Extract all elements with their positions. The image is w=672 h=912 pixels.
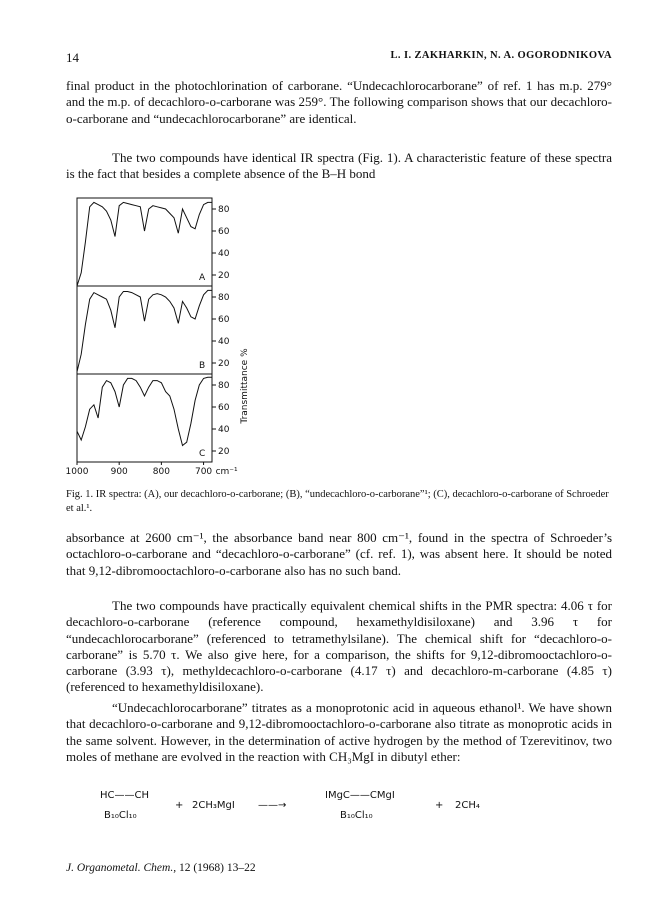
y-tick-label: 60 — [218, 315, 230, 325]
page-number: 14 — [66, 50, 79, 65]
paragraph-5: “Undecachlorocarborane” titrates as a monoprotonic acid in aqueous ethanol¹. We have shown that decachloro-o-carborane and 9,12-dibromooctachloro-o-carborane also titrate as monoprotic acids in the same solvent. However, in the determination of active hydrogen by the method of Tzerevitinov, two moles of methane are evolved in the reaction with CH₃MgI in dibutyl ether: — [66, 700, 612, 764]
y-tick-label: 20 — [218, 271, 230, 281]
product-top: IMgC——CMgI — [325, 790, 395, 801]
spectrum-panel-c — [77, 374, 230, 462]
y-tick-label: 80 — [218, 381, 230, 391]
y-tick-label: 60 — [218, 403, 230, 413]
running-authors: L. I. ZAKHARKIN, N. A. OGORODNIKOVA — [390, 50, 612, 61]
journal-footer — [66, 862, 256, 874]
byproduct: 2CH₄ — [455, 800, 480, 811]
reagent: 2CH₃MgI — [192, 800, 235, 811]
paragraph-3: absorbance at 2600 cm⁻¹, the absorbance band near 800 cm⁻¹, found in the spectra of Schroeder’s octachloro-o-carborane and “decachloro-o-carborane” (cf. ref. 1), was absent here. It should be noted that 9,12-dibromooctachloro-o-carborane also has no such band. — [66, 530, 612, 578]
x-unit-label: cm⁻¹ — [215, 467, 238, 477]
journal-volume: 12 (1968) 13–22 — [178, 862, 256, 874]
paragraph-2: The two compounds have identical IR spectra (Fig. 1). A characteristic feature of these spectra is the fact that besides a complete absence of the B–H bond — [66, 150, 612, 182]
reaction-arrow: ——→ — [258, 800, 287, 811]
x-tick-label: 1000 — [65, 467, 89, 477]
spectrum-line-c — [77, 377, 212, 445]
y-tick-label: 20 — [218, 447, 230, 457]
spectrum-line-a — [77, 202, 212, 286]
spectrum-line-b — [77, 290, 212, 371]
spectrum-panel-a — [77, 198, 230, 286]
plus-sign: + — [175, 800, 184, 811]
y-axis-label: Transmittance % — [240, 348, 250, 424]
y-tick-label: 80 — [218, 293, 230, 303]
ir-spectra-chart — [65, 196, 272, 483]
y-tick-label: 20 — [218, 359, 230, 369]
panel-label: C — [199, 449, 206, 459]
spectrum-panel-b — [77, 286, 230, 374]
x-tick-label: 800 — [152, 467, 170, 477]
journal-name: J. Organometal. Chem., — [66, 862, 177, 874]
panel-label: A — [199, 273, 206, 283]
y-tick-label: 80 — [218, 205, 230, 215]
y-tick-label: 40 — [218, 425, 230, 435]
plus-sign-2: + — [435, 800, 444, 811]
reaction-equation — [100, 788, 610, 838]
panel-label: B — [199, 361, 206, 371]
x-tick-label: 900 — [110, 467, 128, 477]
y-tick-label: 60 — [218, 227, 230, 237]
reactant-bottom: B₁₀Cl₁₀ — [104, 810, 137, 821]
reactant-top: HC——CH — [100, 790, 150, 801]
x-tick-label: 700 — [194, 467, 213, 477]
paragraph-4: The two compounds have practically equivalent chemical shifts in the PMR spectra: 4.06 τ for decachloro-o-carborane (reference compound, hexamethyldisiloxane) and 3.96 τ for “undecachlorocarborane” (referenced to tetramethylsilane). The chemical shift for “decachloro-o-carborane” is 5.70 τ. We also give here, for a comparison, the shifts for 9,12-dibromooctachloro-o-carborane (3.93 τ), methyldecachloro-o-carborane (4.17 τ) and decachloro-m-carborane (4.85 τ) (referenced to hexamethyldisiloxane). — [66, 598, 612, 695]
y-tick-label: 40 — [218, 249, 230, 259]
ir-spectra-figure — [65, 196, 272, 483]
product-bottom: B₁₀Cl₁₀ — [340, 810, 373, 821]
running-header — [66, 50, 612, 70]
y-tick-label: 40 — [218, 337, 230, 347]
paragraph-1: final product in the photochlorination of carborane. “Undecachlorocarborane” of ref. 1 has m.p. 279° and the m.p. of decachloro-o-carborane was 259°. The following comparison shows that our decachloro-o-carborane and “undecachlorocarborane” are identical. — [66, 78, 612, 126]
figure-caption: Fig. 1. IR spectra: (A), our decachloro-o-carborane; (B), “undecachloro-o-carborane”¹; (C), decachloro-o-carborane of Schroeder et al.¹. — [66, 489, 609, 514]
